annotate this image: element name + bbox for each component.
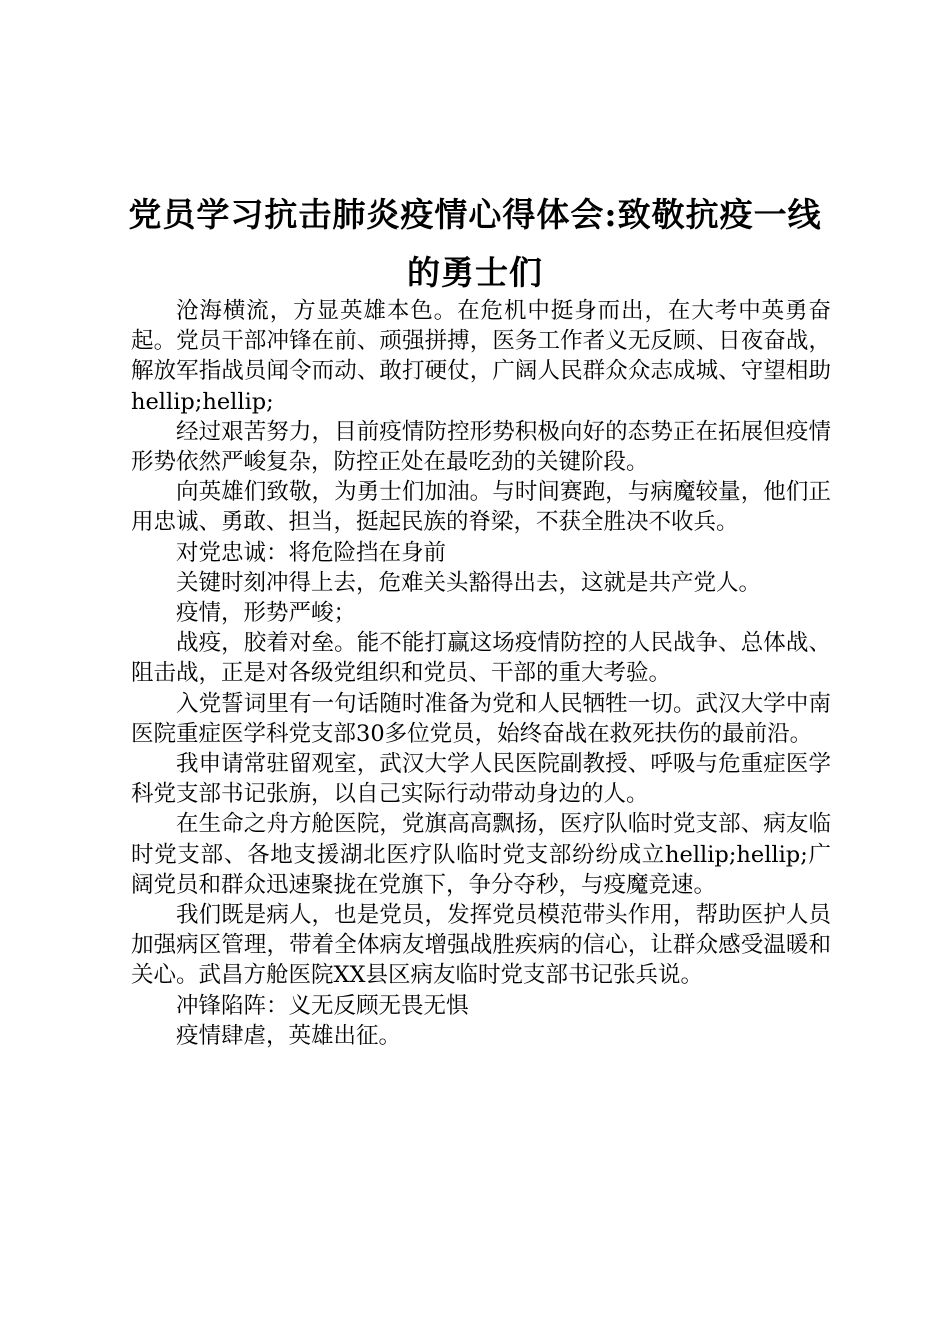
paragraph: 经过艰苦努力，目前疫情防控形势积极向好的态势正在拓展但疫情形势依然严峻复杂，防控正处在最吃劲的关键阶段。 <box>131 418 831 476</box>
paragraph: 战疫，胶着对垒。能不能打赢这场疫情防控的人民战争、总体战、阻击战，正是对各级党组织和党员、干部的重大考验。 <box>131 630 831 687</box>
paragraph: 在生命之舟方舱医院，党旗高高飘扬，医疗队临时党支部、病友临时党支部、各地支援湖北医疗队临时党支部纷纷成立hellip;hellip;广阔党员和群众迅速聚拢在党旗下，争分夺秒，与疫魔竞速。 <box>131 811 831 898</box>
paragraph: 沧海横流，方显英雄本色。在危机中挺身而出，在大考中英勇奋起。党员干部冲锋在前、顽强拼搏，医务工作者义无反顾、日夜奋战，解放军指战员闻令而动、敢打硬仗，广阔人民群众众志成城、守望相助hellip;hellip; <box>131 298 831 415</box>
section-heading: 冲锋陷阵：义无反顾无畏无惧 <box>176 992 469 1019</box>
paragraph: 疫情，形势严峻； <box>176 600 357 627</box>
paragraph: 我们既是病人，也是党员，发挥党员模范带头作用，帮助医护人员加强病区管理，带着全体病友增强战胜疾病的信心，让群众感受温暖和关心。武昌方舱医院XX县区病友临时党支部书记张兵说。 <box>131 902 831 989</box>
paragraph: 疫情肆虐，英雄出征。 <box>176 1022 402 1049</box>
document-body <box>131 296 831 1051</box>
paragraph: 我申请常驻留观室，武汉大学人民医院副教授、呼吸与危重症医学科党支部书记张旃，以自己实际行动带动身边的人。 <box>131 751 831 808</box>
paragraph: 入党誓词里有一句话随时准备为党和人民牺牲一切。武汉大学中南医院重症医学科党支部30多位党员，始终奋战在救死扶伤的最前沿。 <box>131 690 831 747</box>
section-heading: 对党忠诚：将危险挡在身前 <box>176 539 447 566</box>
paragraph: 关键时刻冲得上去，危难关头豁得出去，这就是共产党人。 <box>176 569 762 596</box>
paragraph: 向英雄们致敬，为勇士们加油。与时间赛跑，与病魔较量，他们正用忠诚、勇敢、担当，挺起民族的脊梁，不获全胜决不收兵。 <box>131 479 831 536</box>
document-title: 党员学习抗击肺炎疫情心得体会:致敬抗疫一线的勇士们 <box>128 195 822 292</box>
